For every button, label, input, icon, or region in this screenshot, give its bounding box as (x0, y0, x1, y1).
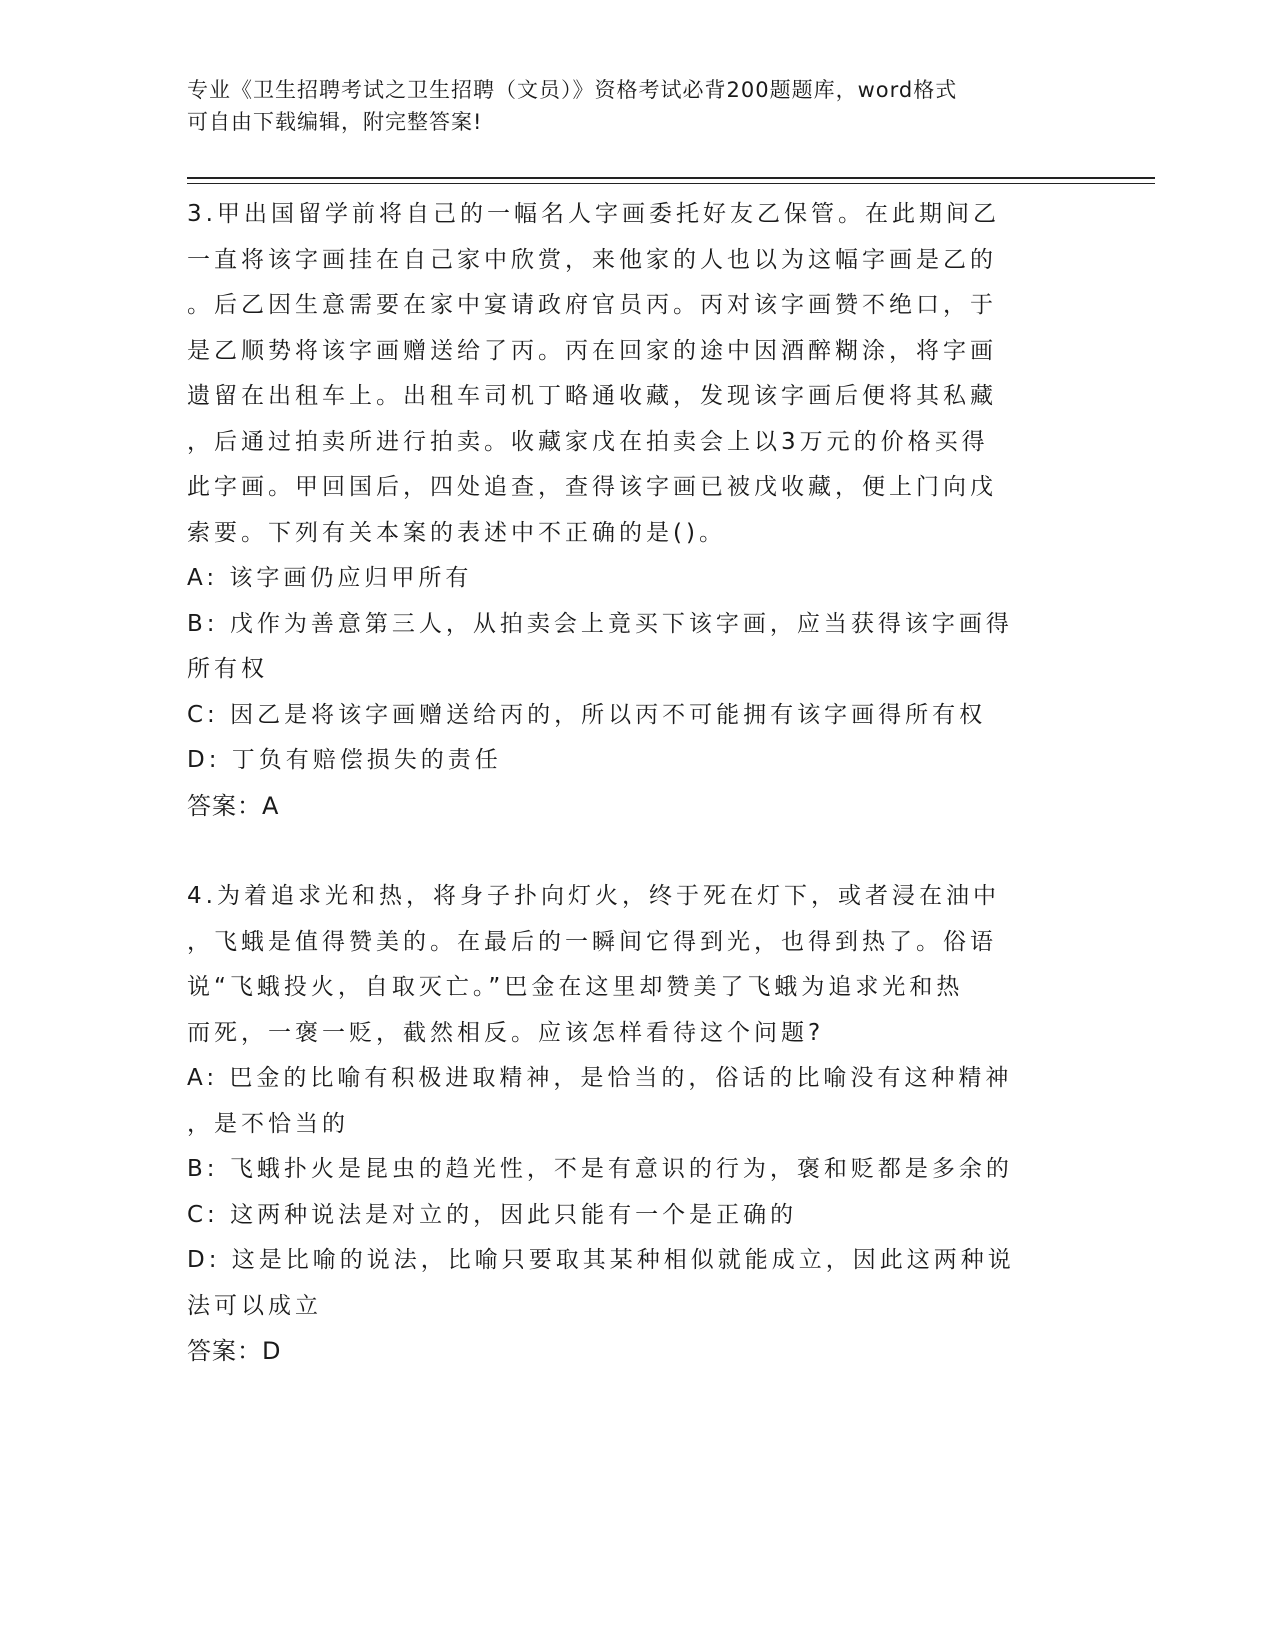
option-d: D: 这是比喻的说法，比喻只要取其某种相似就能成立，因此这两种说 (187, 1247, 1015, 1273)
option-d-continued: 法可以成立 (187, 1292, 322, 1319)
stem-line: ，飞蛾是值得赞美的。在最后的一瞬间它得到光，也得到热了。俗语 (187, 928, 997, 955)
question-spacer (187, 829, 1077, 874)
stem-line: 而死，一褒一贬，截然相反。应该怎样看待这个问题? (187, 1019, 825, 1046)
question-4 (187, 874, 1077, 1375)
question-options (187, 556, 1077, 784)
header-divider-thin (187, 183, 1155, 184)
question-stem (187, 192, 1077, 556)
document-header (187, 74, 1067, 138)
header-line-2: 可自由下载编辑，附完整答案! (187, 110, 483, 134)
option-b-continued: 所有权 (187, 656, 268, 682)
header-divider-thick (187, 177, 1155, 179)
question-3 (187, 192, 1077, 829)
option-a-continued: ，是不恰当的 (187, 1110, 349, 1137)
option-b: B: 戊作为善意第三人，从拍卖会上竟买下该字画，应当获得该字画得 (187, 610, 1013, 637)
stem-line: 。后乙因生意需要在家中宴请政府官员丙。丙对该字画赞不绝口，于 (187, 292, 997, 318)
question-stem (187, 874, 1077, 1056)
stem-line: 3.甲出国留学前将自己的一幅名人字画委托好友乙保管。在此期间乙 (187, 201, 1000, 227)
option-c: C: 因乙是将该字画赠送给丙的，所以丙不可能拥有该字画得所有权 (187, 701, 987, 728)
answer-label: 答案：A (187, 791, 280, 820)
stem-line: 4.为着追求光和热，将身子扑向灯火，终于死在灯下，或者浸在油中 (187, 883, 1000, 909)
stem-line: 说“飞蛾投火，自取灭亡。”巴金在这里却赞美了飞蛾为追求光和热 (187, 974, 964, 1000)
question-options (187, 1056, 1077, 1329)
stem-line: 一直将该字画挂在自己家中欣赏，来他家的人也以为这幅字画是乙的 (187, 246, 997, 273)
option-a: A: 巴金的比喻有积极进取精神，是恰当的，俗话的比喻没有这种精神 (187, 1065, 1013, 1091)
option-c: C: 这两种说法是对立的，因此只能有一个是正确的 (187, 1201, 798, 1228)
stem-line: 遗留在出租车上。出租车司机丁略通收藏，发现该字画后便将其私藏 (187, 383, 997, 409)
option-d: D: 丁负有赔偿损失的责任 (187, 747, 502, 773)
stem-line: 索要。下列有关本案的表述中不正确的是()。 (187, 519, 726, 546)
stem-line: 此字画。甲回国后，四处追查，查得该字画已被戊收藏，便上门向戊 (187, 474, 997, 500)
option-a: A: 该字画仍应归甲所有 (187, 565, 473, 591)
question-list (187, 192, 1077, 1375)
answer-label: 答案：D (187, 1337, 282, 1365)
header-line-1: 专业《卫生招聘考试之卫生招聘（文员）》资格考试必背200题题库，word格式 (187, 78, 958, 102)
stem-line: ，后通过拍卖所进行拍卖。收藏家戊在拍卖会上以3万元的价格买得 (187, 428, 989, 455)
option-b: B: 飞蛾扑火是昆虫的趋光性，不是有意识的行为，褒和贬都是多余的 (187, 1156, 1013, 1182)
stem-line: 是乙顺势将该字画赠送给了丙。丙在回家的途中因酒醉糊涂，将字画 (187, 337, 997, 364)
